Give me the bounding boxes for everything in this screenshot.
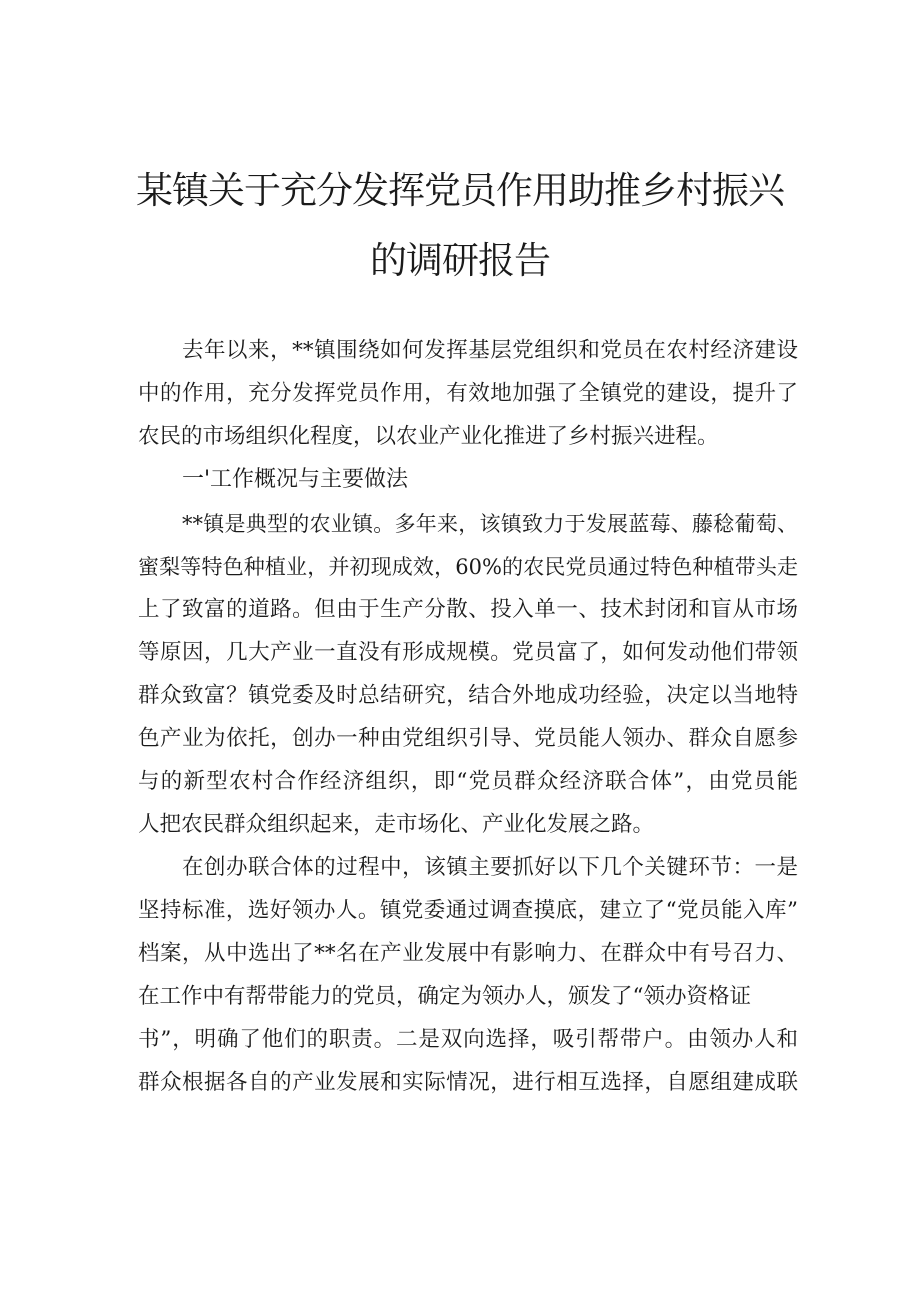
paragraph-2-line-4: 等原因，几大产业一直没有形成规模。党员富了，如何发动他们带领 (138, 640, 798, 665)
paragraph-2-line-3: 上了致富的道路。但由于生产分散、投入单一、技术封闭和盲从市场 (138, 597, 798, 622)
paragraph-2-line-5: 群众致富？镇党委及时总结研究，结合外地成功经验，决定以当地特 (138, 683, 798, 708)
paragraph-3-line-4: 在工作中有帮带能力的党员，确定为领办人，颁发了“领办资格证 (138, 984, 751, 1009)
paragraph-2-line-7: 与的新型农村合作经济组织，即“党员群众经济联合体”，由党员能 (138, 769, 798, 794)
paragraph-1-line-3: 农民的市场组织化程度，以农业产业化推进了乡村振兴进程。 (138, 424, 719, 449)
paragraph-2-line-2: 蜜梨等特色种植业，并初现成效，60%的农民党员通过特色种植带头走 (138, 555, 798, 579)
paragraph-1-line-2: 中的作用，充分发挥党员作用，有效地加强了全镇党的建设，提升了 (138, 381, 798, 406)
paragraph-3-line-3: 档案，从中选出了**名在产业发展中有影响力、在群众中有号召力、 (138, 941, 798, 966)
paragraph-2-line-6: 色产业为依托，创办一种由党组织引导、党员能人领办、群众自愿参 (138, 726, 798, 751)
paragraph-3-line-5: 书”，明确了他们的职责。二是双向选择，吸引帮带户。由领办人和 (138, 1027, 798, 1052)
paragraph-3-line-1: 在创办联合体的过程中，该镇主要抓好以下几个关键环节：一是 (182, 855, 798, 880)
paragraph-3-line-2: 坚持标准，选好领办人。镇党委通过调查摸底，建立了“党员能入库” (138, 898, 798, 923)
paragraph-2-line-1: **镇是典型的农业镇。多年来，该镇致力于发展蓝莓、藤稔葡萄、 (182, 512, 798, 536)
document-title-line-2: 的调研报告 (370, 239, 550, 282)
document-title-line-1: 某镇关于充分发挥党员作用助推乡村振兴 (136, 169, 784, 212)
paragraph-1-line-1: 去年以来，**镇围绕如何发挥基层党组织和党员在农村经济建设 (182, 338, 798, 363)
paragraph-2-line-8: 人把农民群众组织起来，走市场化、产业化发展之路。 (138, 812, 655, 837)
section-heading: 一'工作概况与主要做法 (182, 467, 409, 492)
paragraph-3-line-6: 群众根据各自的产业发展和实际情况，进行相互选择，自愿组建成联 (138, 1070, 798, 1095)
